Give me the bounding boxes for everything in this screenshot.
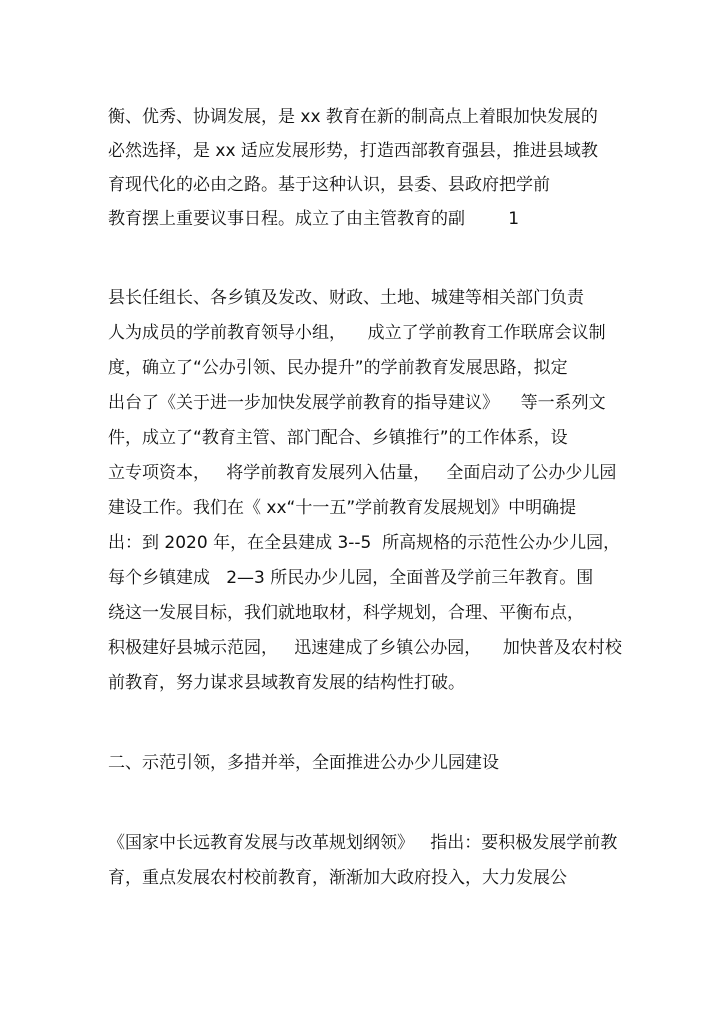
paragraph-line: 《国家中长远教育发展与改革规划纲领》 指出：要积极发展学前教 — [108, 833, 618, 853]
paragraph-line: 件，成立了“教育主管、部门配合、乡镇推行”的工作体系，设 — [108, 428, 568, 448]
paragraph-line: 人为成员的学前教育领导小组， 成立了学前教育工作联席会议制 — [108, 323, 606, 343]
paragraph-line: 必然选择，是 xx 适应发展形势，打造西部教育强县，推进县域教 — [108, 141, 598, 161]
paragraph-line: 度，确立了“公办引领、民办提升”的学前教育发展思路，拟定 — [108, 358, 568, 378]
paragraph-line: 绕这一发展目标，我们就地取材，科学规划，合理、平衡布点， — [108, 603, 584, 623]
paragraph-line: 县长任组长、各乡镇及发改、财政、土地、城建等相关部门负责 — [108, 288, 584, 308]
paragraph-line: 建设工作。我们在《 xx“十一五”学前教育发展规划》中明确提 — [108, 498, 577, 518]
paragraph-line: 出：到 2020 年，在全县建成 3--5 所高规格的示范性公办少儿园， — [108, 533, 621, 553]
paragraph-line: 育，重点发展农村校前教育，渐渐加大政府投入，大力发展公 — [108, 868, 567, 888]
paragraph-line: 积极建好县城示范园， 迅速建成了乡镇公办园， 加快普及农村校 — [108, 638, 622, 658]
paragraph-line: 教育摆上重要议事日程。成立了由主管教育的副 1 — [108, 209, 520, 229]
paragraph-line: 每个乡镇建成 2—3 所民办少儿园，全面普及学前三年教育。围 — [108, 568, 594, 588]
section-heading: 二、示范引领，多措并举，全面推进公办少儿园建设 — [108, 753, 499, 773]
paragraph-line: 育现代化的必由之路。基于这种认识，县委、县政府把学前 — [108, 175, 550, 195]
paragraph-line: 出台了《关于进一步加快发展学前教育的指导建议》 等一系列文 — [108, 393, 606, 413]
paragraph-line: 前教育，努力谋求县域教育发展的结构性打破。 — [108, 673, 465, 693]
paragraph-line: 立专项资本， 将学前教育发展列入估量， 全面启动了公办少儿园 — [108, 463, 617, 483]
paragraph-line: 衡、优秀、协调发展，是 xx 教育在新的制高点上着眼加快发展的 — [108, 107, 598, 127]
